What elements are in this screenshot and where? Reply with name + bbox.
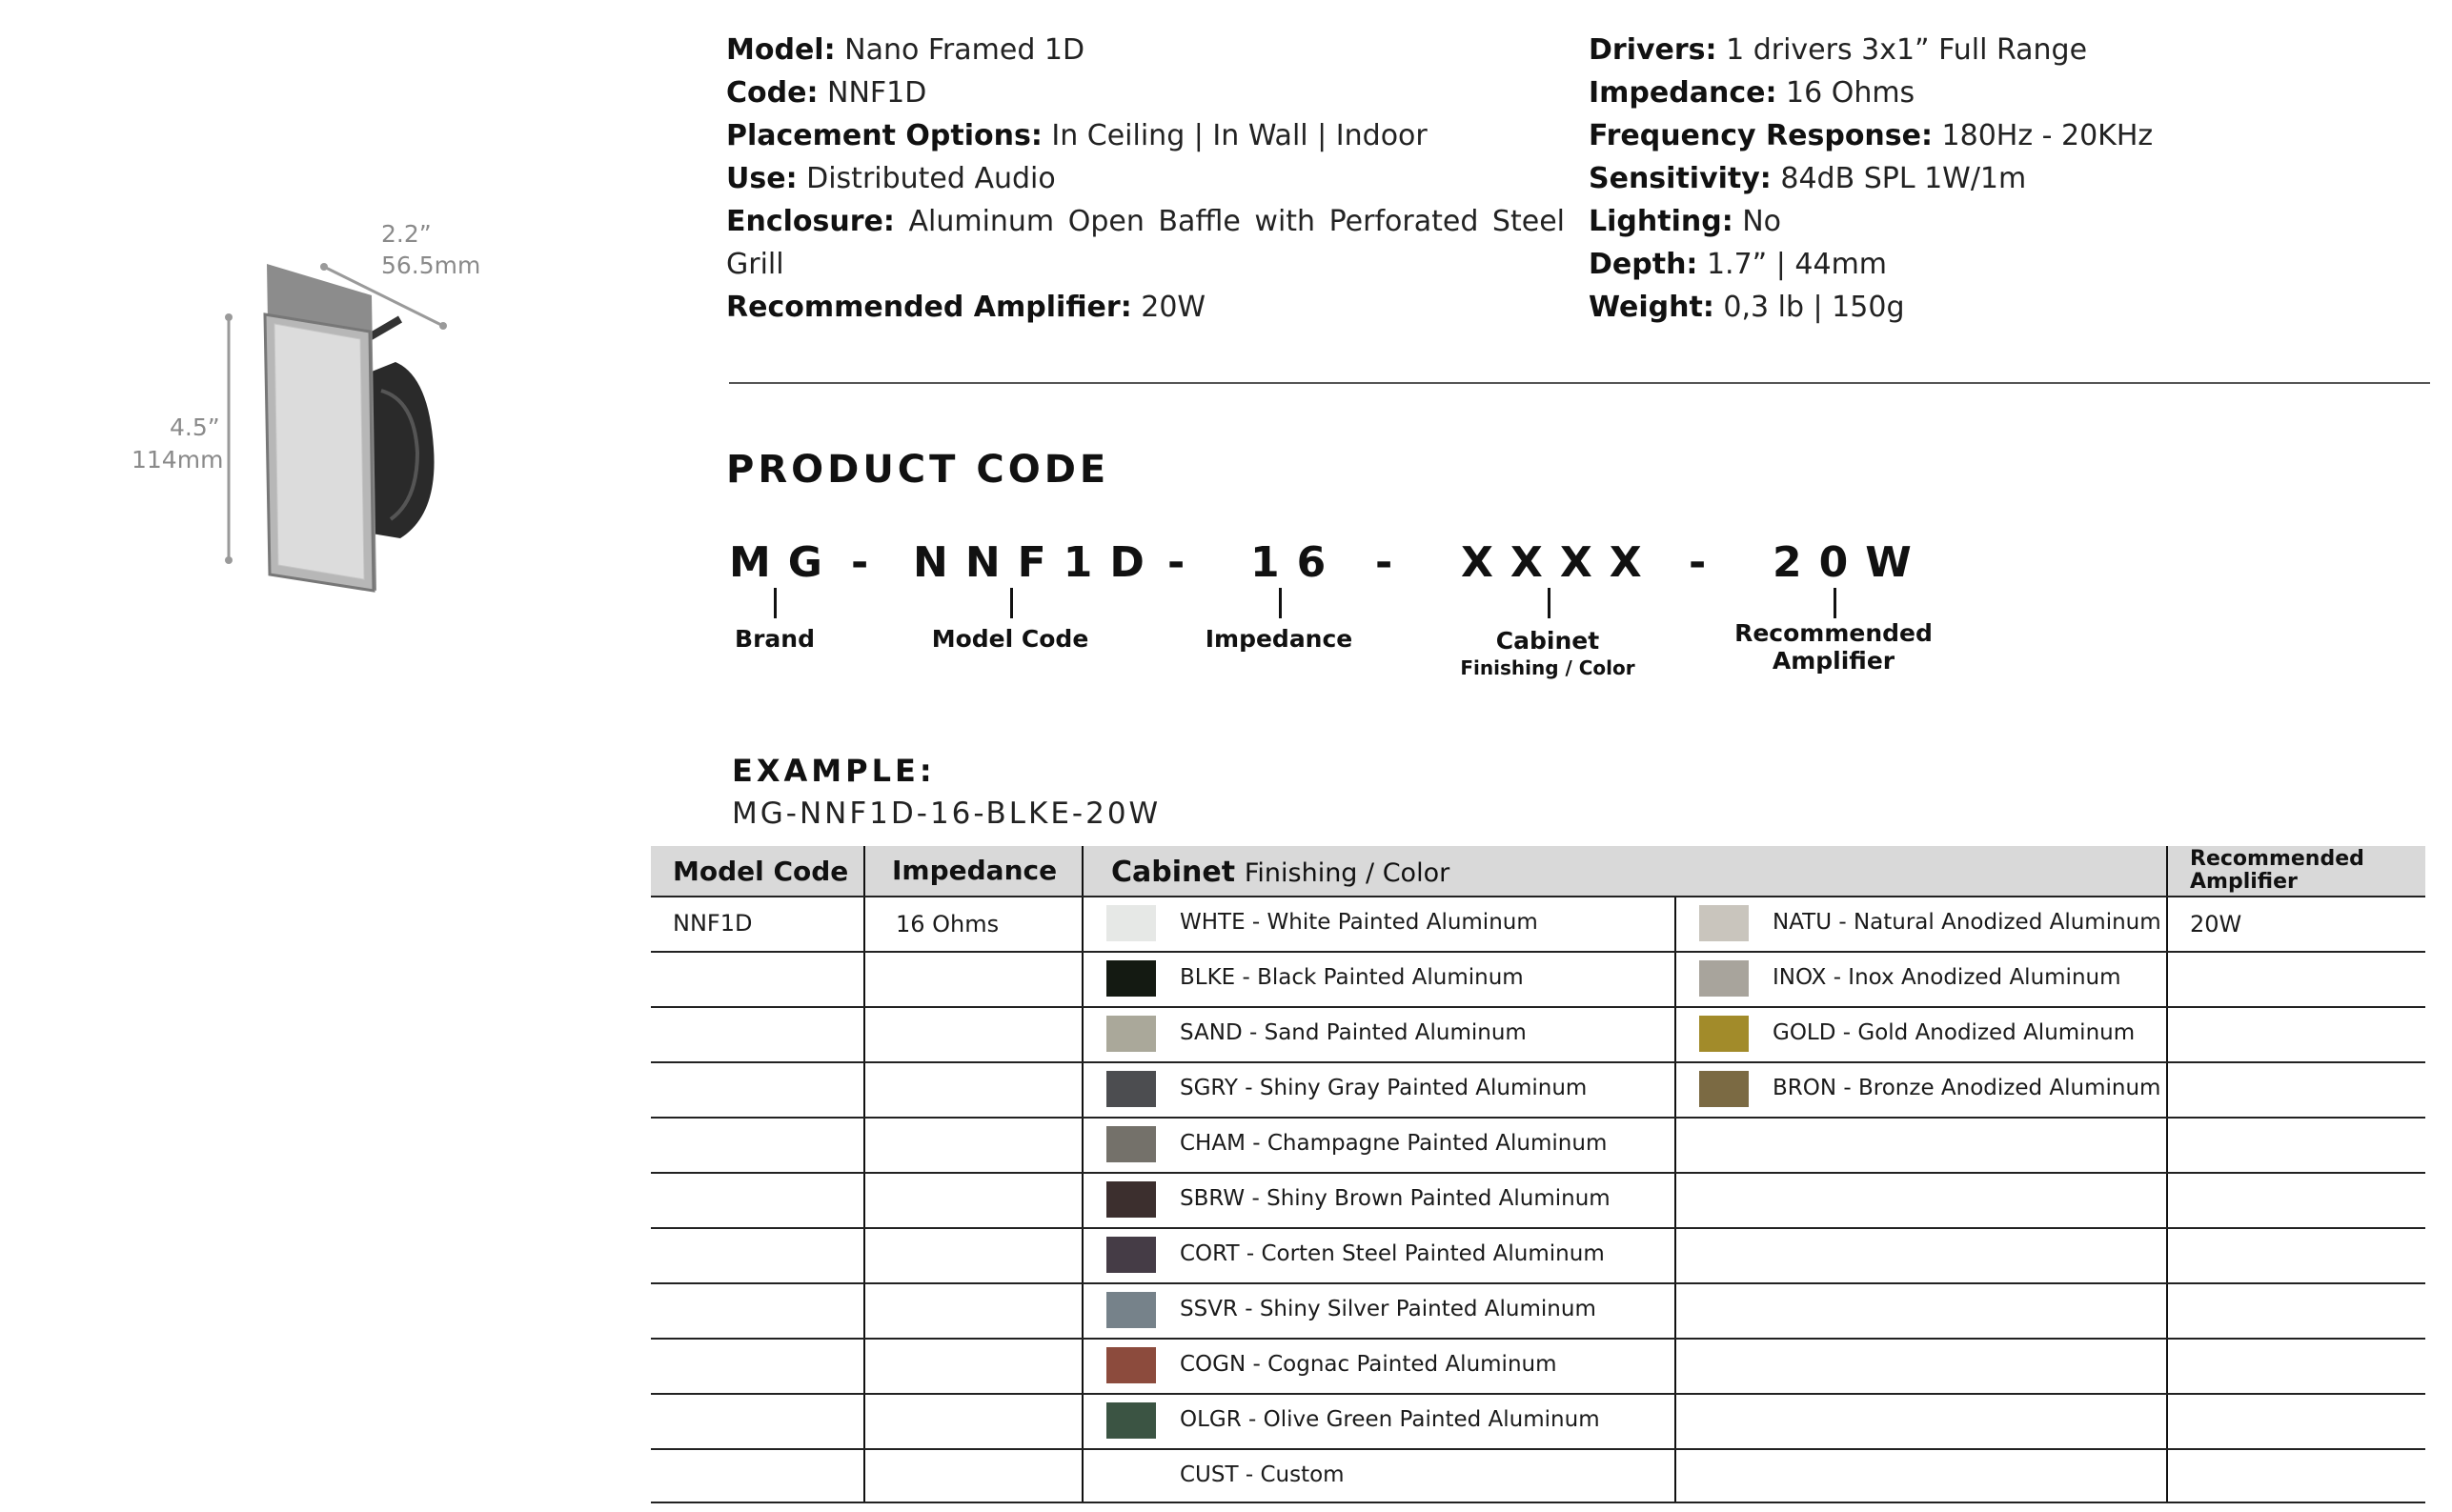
depth-mm: 56.5mm: [381, 252, 481, 279]
code-segment-cabinet: XXXX: [1461, 538, 1659, 587]
header-impedance: Impedance: [892, 855, 1058, 886]
row-divider: [651, 1172, 2425, 1174]
spec-placement: Placement Options: In Ceiling | In Wall | Indoor: [726, 119, 1428, 152]
cell-model-code: NNF1D: [673, 910, 753, 937]
spec-frequency-response: Frequency Response: 180Hz - 20KHz: [1589, 119, 2154, 152]
specs-right-column: [1589, 29, 2427, 329]
painted-color-swatch: [1106, 960, 1156, 997]
painted-color-label: OLGR - Olive Green Painted Aluminum: [1180, 1407, 1600, 1432]
row-divider: [651, 951, 2425, 953]
code-tick-amplifier: [1834, 588, 1836, 618]
anodized-color-label: BRON - Bronze Anodized Aluminum: [1773, 1076, 2161, 1100]
code-segment-brand: MG: [729, 538, 840, 587]
painted-color-swatch: [1106, 1402, 1156, 1439]
row-divider: [651, 1006, 2425, 1008]
painted-color-label: CHAM - Champagne Painted Aluminum: [1180, 1131, 1608, 1156]
spec-code: Code: NNF1D: [726, 76, 927, 110]
code-tick-brand: [774, 588, 777, 618]
row-divider: [651, 1061, 2425, 1063]
row-divider: [651, 896, 2425, 897]
spec-recommended-amplifier: Recommended Amplifier: 20W: [726, 291, 1206, 324]
painted-color-swatch: [1106, 1016, 1156, 1052]
code-segment-model: NNF1D: [913, 538, 1162, 587]
code-label-model-code: Model Code: [931, 625, 1089, 653]
painted-color-label: BLKE - Black Painted Aluminum: [1180, 965, 1524, 990]
header-model-code: Model Code: [673, 856, 849, 887]
painted-color-label: SAND - Sand Painted Aluminum: [1180, 1020, 1527, 1045]
code-label-cabinet: Cabinet Finishing / Color: [1460, 627, 1635, 679]
spec-sensitivity: Sensitivity: 84dB SPL 1W/1m: [1589, 162, 2027, 195]
code-tick-model: [1010, 588, 1013, 618]
anodized-color-swatch: [1699, 905, 1749, 941]
code-segment-amplifier: 20W: [1773, 538, 1929, 587]
code-label-brand: Brand: [735, 625, 815, 653]
spec-depth: Depth: 1.7” | 44mm: [1589, 248, 1888, 281]
anodized-color-label: GOLD - Gold Anodized Aluminum: [1773, 1020, 2136, 1045]
painted-color-swatch: [1106, 905, 1156, 941]
spec-impedance: Impedance: 16 Ohms: [1589, 76, 1915, 110]
example-code: MG-NNF1D-16-BLKE-20W: [732, 796, 1162, 831]
cell-amplifier: 20W: [2190, 911, 2242, 937]
painted-color-label: COGN - Cognac Painted Aluminum: [1180, 1352, 1557, 1377]
section-divider: [729, 382, 2430, 384]
code-segment-impedance: 16: [1250, 538, 1344, 587]
anodized-color-swatch: [1699, 1071, 1749, 1107]
painted-color-label: SSVR - Shiny Silver Painted Aluminum: [1180, 1297, 1596, 1321]
painted-color-label: CUST - Custom: [1180, 1462, 1345, 1487]
code-label-impedance: Impedance: [1205, 625, 1353, 653]
painted-color-swatch: [1106, 1292, 1156, 1328]
painted-color-swatch: [1106, 1071, 1156, 1107]
painted-color-label: WHTE - White Painted Aluminum: [1180, 910, 1538, 935]
column-divider: [863, 846, 865, 1503]
column-divider: [1674, 896, 1676, 1503]
painted-color-label: SGRY - Shiny Gray Painted Aluminum: [1180, 1076, 1588, 1100]
finish-table: [651, 846, 2425, 1503]
painted-color-label: SBRW - Shiny Brown Painted Aluminum: [1180, 1186, 1611, 1211]
header-cabinet: Cabinet Finishing / Color: [1111, 856, 1450, 889]
spec-drivers: Drivers: 1 drivers 3x1” Full Range: [1589, 33, 2088, 67]
row-divider: [651, 1393, 2425, 1395]
row-divider: [651, 1338, 2425, 1340]
specs-left-column: [726, 29, 1565, 329]
row-divider: [651, 1227, 2425, 1229]
column-divider: [1082, 846, 1084, 1503]
row-divider: [651, 1502, 2425, 1503]
code-label-amplifier: Recommended Amplifier: [1734, 619, 1933, 675]
anodized-color-label: INOX - Inox Anodized Aluminum: [1773, 965, 2121, 990]
anodized-color-label: NATU - Natural Anodized Aluminum: [1773, 910, 2161, 935]
example-heading: EXAMPLE:: [732, 753, 936, 789]
product-code-heading: PRODUCT CODE: [726, 448, 1110, 492]
painted-color-swatch: [1106, 1237, 1156, 1273]
depth-inches: 2.2”: [381, 220, 432, 248]
product-illustration: [114, 210, 496, 648]
spec-model: Model: Nano Framed 1D: [726, 33, 1085, 67]
painted-color-swatch: [1106, 1126, 1156, 1162]
painted-color-swatch: [1106, 1181, 1156, 1218]
spec-enclosure: Enclosure: Aluminum Open Baffle with Perforated Steel Grill: [726, 205, 1565, 281]
anodized-color-swatch: [1699, 960, 1749, 997]
painted-color-label: CORT - Corten Steel Painted Aluminum: [1180, 1241, 1605, 1266]
spec-use: Use: Distributed Audio: [726, 162, 1056, 195]
code-tick-impedance: [1279, 588, 1282, 618]
spec-weight: Weight: 0,3 lb | 150g: [1589, 291, 1905, 324]
code-tick-cabinet: [1548, 588, 1550, 618]
code-separator: -: [1167, 538, 1203, 587]
code-separator: -: [851, 538, 886, 587]
height-inches: 4.5”: [170, 413, 220, 441]
header-amplifier: Recommended Amplifier: [2190, 847, 2364, 894]
height-mm: 114mm: [132, 446, 224, 474]
row-divider: [651, 1282, 2425, 1284]
row-divider: [651, 1117, 2425, 1119]
code-separator: -: [1689, 538, 1724, 587]
row-divider: [651, 1448, 2425, 1450]
anodized-color-swatch: [1699, 1016, 1749, 1052]
cell-impedance: 16 Ohms: [896, 911, 1000, 937]
painted-color-swatch: [1106, 1347, 1156, 1383]
spec-lighting: Lighting: No: [1589, 205, 1782, 238]
code-separator: -: [1375, 538, 1410, 587]
column-divider: [2166, 846, 2168, 1503]
